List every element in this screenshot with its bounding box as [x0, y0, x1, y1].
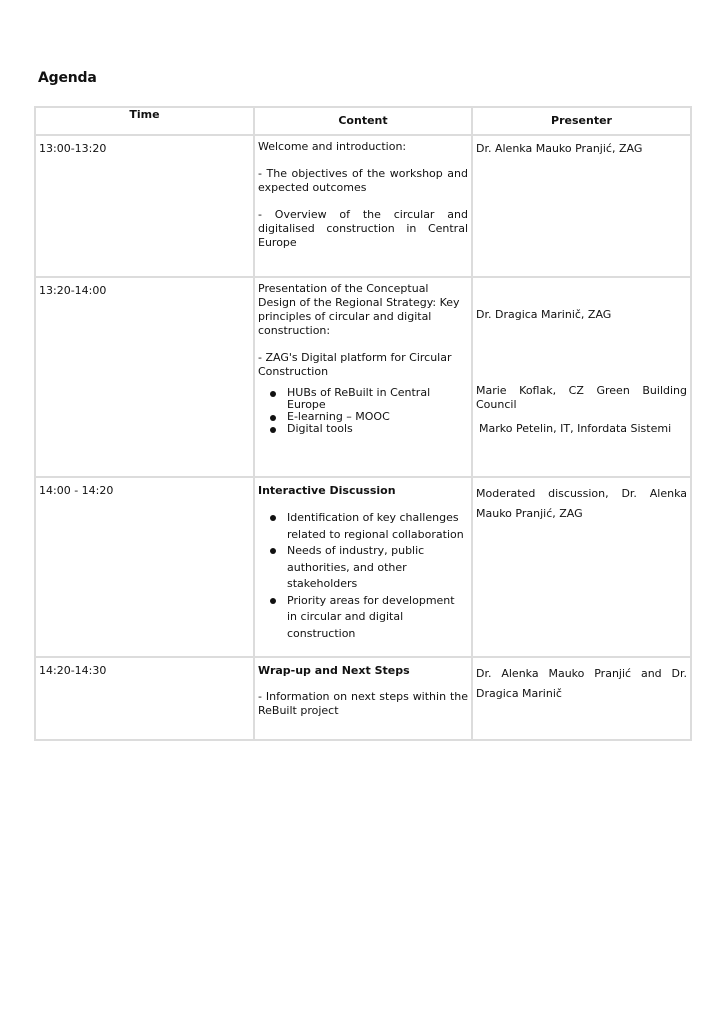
presenter-name: Marko Petelin, IT, Infordata Sistemi: [479, 422, 672, 435]
list-item: [258, 593, 468, 643]
content-heading: Wrap-up and Next Steps: [258, 664, 410, 677]
list-item: [258, 510, 468, 543]
list-item: [258, 543, 468, 593]
bullet-text: Needs of industry, public authorities, and other stakeholders: [287, 544, 425, 590]
bullet-text: Digital tools: [287, 422, 353, 435]
time-cell: 14:20-14:30: [35, 657, 254, 740]
content-intro: Welcome and introduction:: [258, 140, 407, 153]
table-row: [35, 135, 691, 277]
presenter-name: Dr. Dragica Marinič, ZAG: [476, 308, 612, 321]
time-cell: 13:20-14:00: [35, 277, 254, 477]
content-heading: Interactive Discussion: [258, 484, 396, 497]
bullet-icon: [270, 391, 276, 397]
bullet-text: HUBs of ReBuilt in Central Europe: [287, 386, 431, 411]
presenter-name: Dr. Alenka Mauko Pranjić, ZAG: [476, 142, 643, 155]
header-content: Content: [254, 107, 472, 135]
bullet-icon: [270, 598, 276, 604]
presenter-cell: [472, 277, 691, 477]
content-item: - Information on next steps within the ReBuilt project: [258, 690, 468, 717]
header-presenter: Presenter: [472, 107, 691, 135]
table-row: [35, 477, 691, 657]
table-header-row: [35, 107, 691, 135]
time-cell: 14:00 - 14:20: [35, 477, 254, 657]
bullet-icon: [270, 427, 276, 433]
agenda-table: [34, 106, 692, 741]
presenter-name: Moderated discussion, Dr. Alenka Mauko Pranjić, ZAG: [476, 487, 687, 520]
page-title: Agenda: [38, 70, 97, 86]
time-cell: 13:00-13:20: [35, 135, 254, 277]
presenter-cell: [472, 477, 691, 657]
presenter-cell: [472, 135, 691, 277]
content-intro: Presentation of the Conceptual Design of the Regional Strategy: Key principles of circular and digital construction:: [258, 282, 460, 337]
bullet-icon: [270, 415, 276, 421]
table-row: [35, 277, 691, 477]
bullet-text: Priority areas for development in circular and digital construction: [287, 593, 455, 640]
table-row: [35, 657, 691, 740]
presenter-name: Marie Koflak, CZ Green Building Council: [476, 384, 687, 411]
content-cell: [254, 657, 472, 740]
content-bullet-list: [258, 387, 468, 435]
content-item: - ZAG's Digital platform for Circular Construction: [258, 351, 452, 378]
bullet-text: Identification of key challenges related to regional collaboration: [287, 511, 464, 541]
content-bullet-list: [258, 510, 468, 642]
header-time: Time: [35, 107, 254, 135]
presenter-cell: [472, 657, 691, 740]
presenter-name: Dr. Alenka Mauko Pranjić and Dr. Dragica Marinič: [476, 667, 687, 700]
content-item: - The objectives of the workshop and expected outcomes: [258, 167, 468, 194]
content-cell: [254, 277, 472, 477]
list-item: [258, 387, 468, 411]
content-cell: [254, 477, 472, 657]
bullet-icon: [270, 515, 276, 521]
list-item: [258, 423, 468, 435]
bullet-text: E-learning – MOOC: [287, 410, 390, 423]
content-item: - Overview of the circular and digitalised construction in Central Europe: [258, 208, 468, 249]
content-cell: [254, 135, 472, 277]
bullet-icon: [270, 548, 276, 554]
